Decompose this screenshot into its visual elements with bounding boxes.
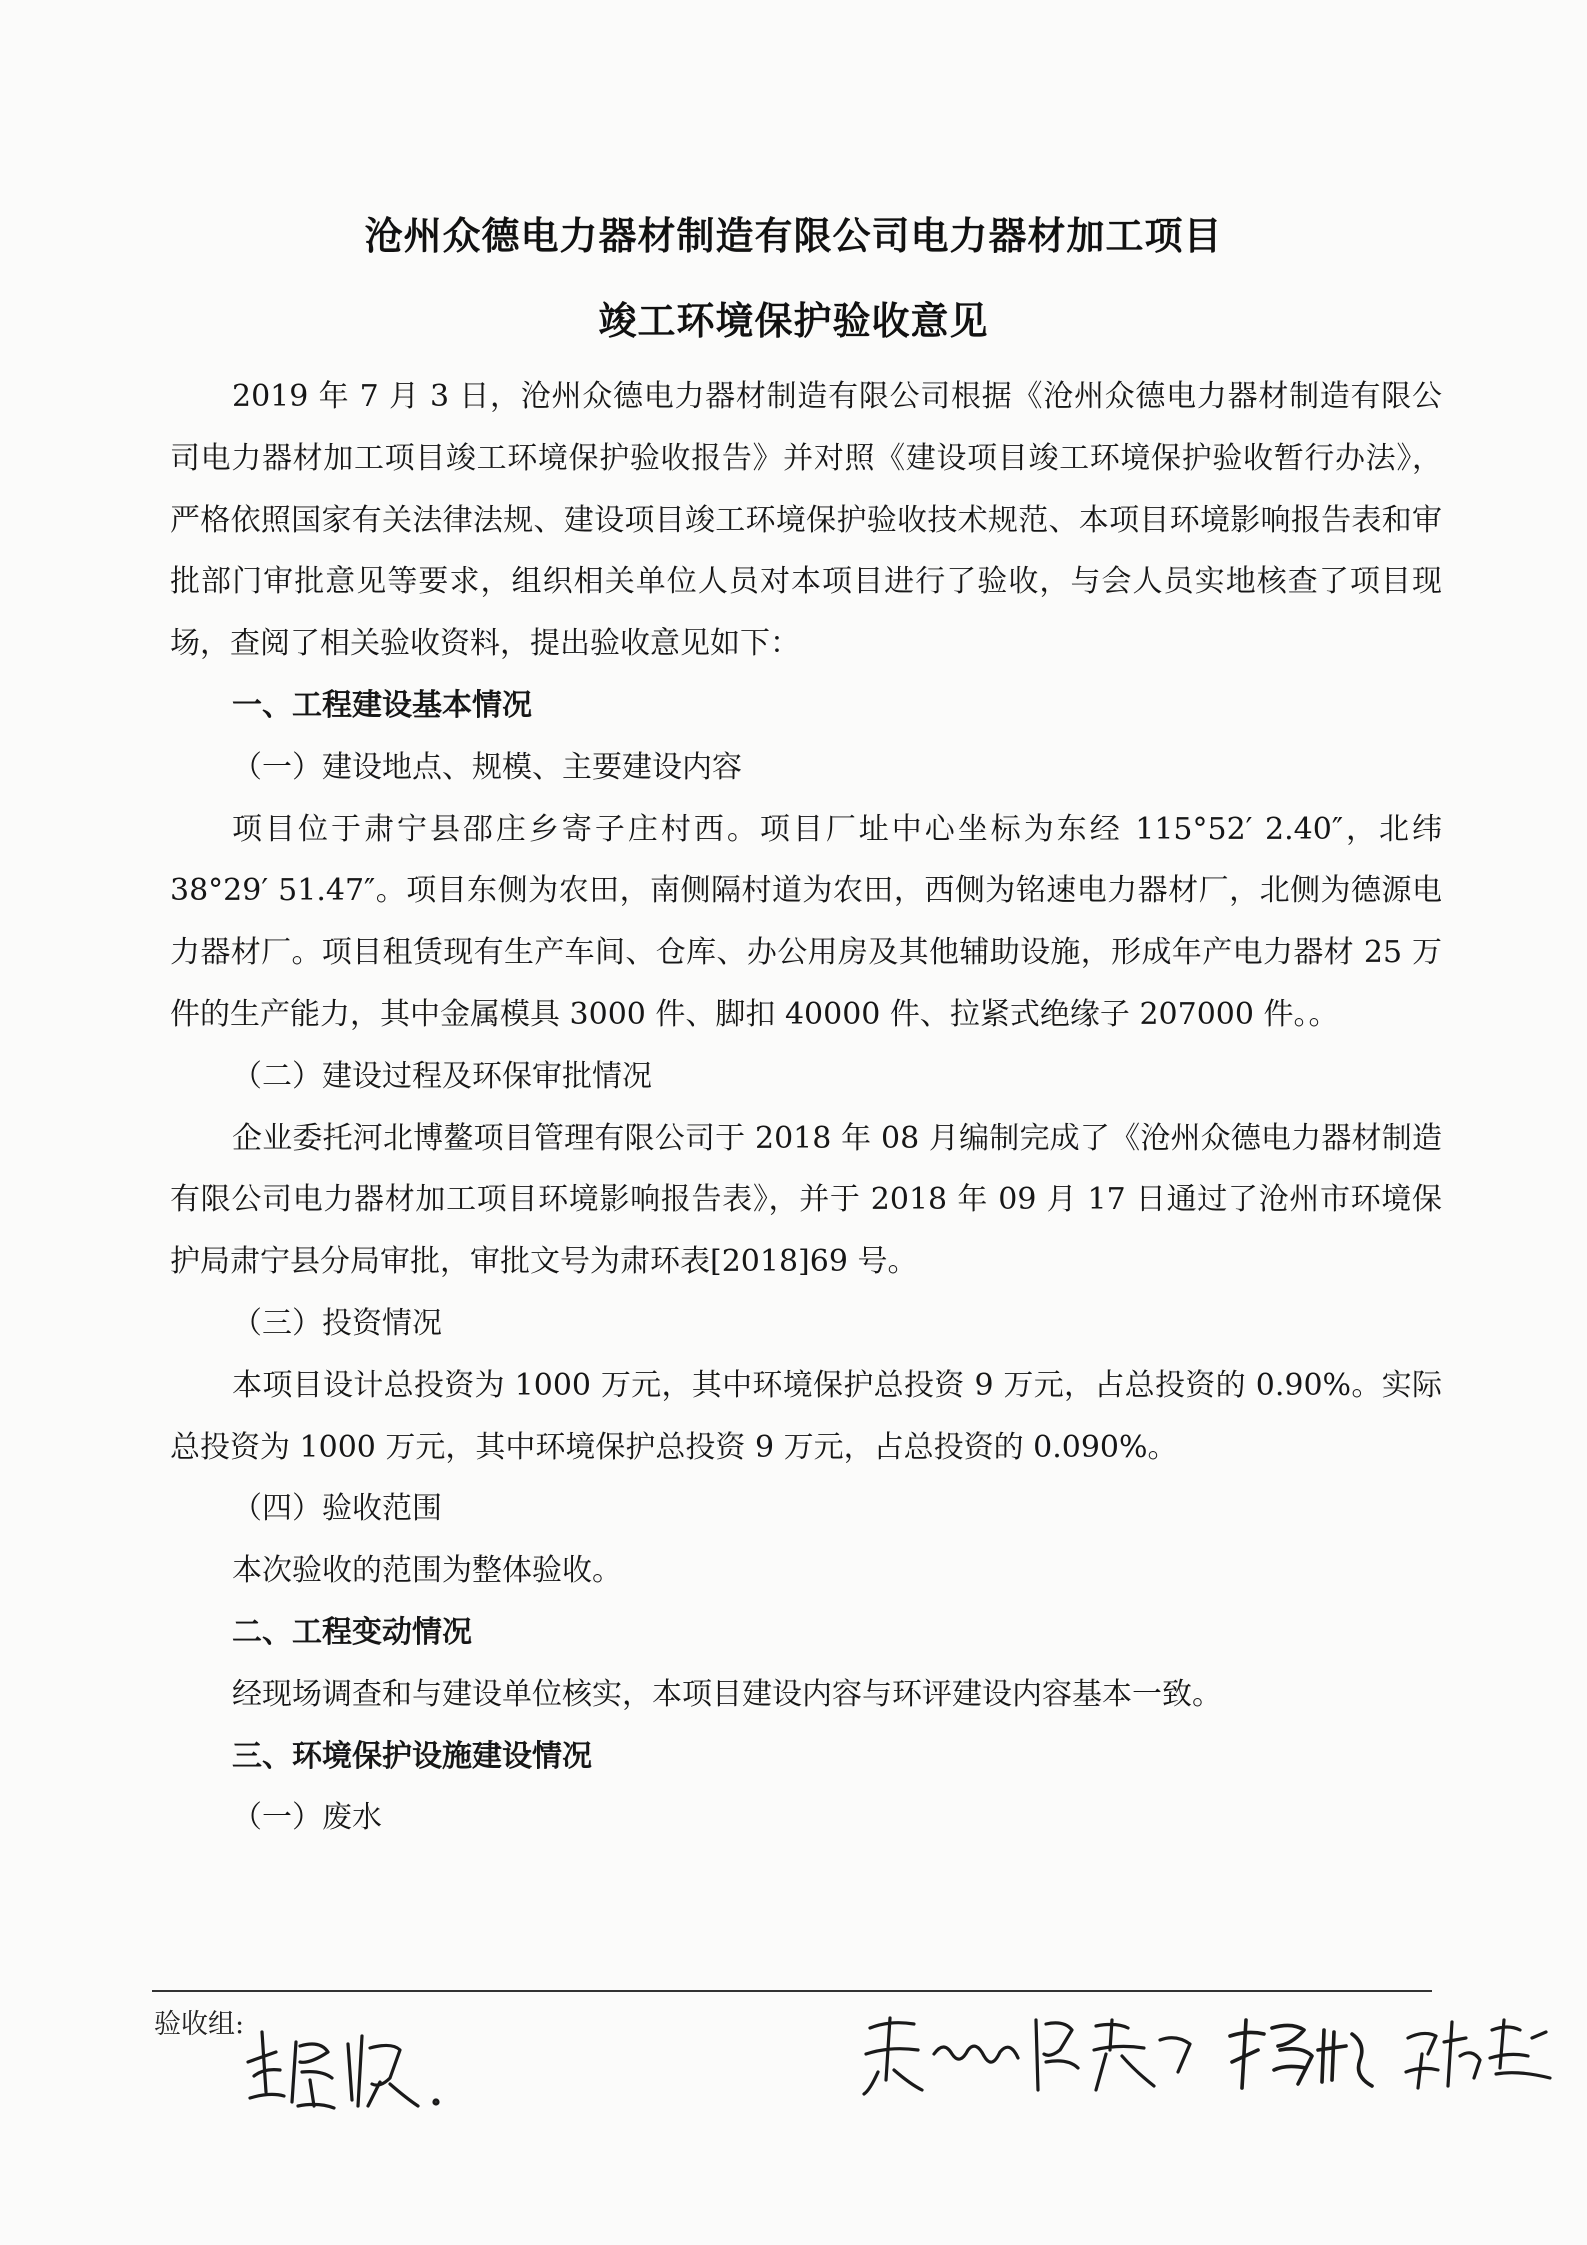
signature-sun-kai (1400, 2008, 1560, 2092)
subsection-heading: （一）建设地点、规模、主要建设内容 (232, 749, 742, 785)
section-heading-3: 三、环境保护设施建设情况 (232, 1738, 592, 1774)
subsection-heading: （二）建设过程及环保审批情况 (232, 1058, 652, 1094)
document-subtitle: 竣工环境保护验收意见 (598, 299, 989, 343)
signature-li-baoshun (240, 2022, 450, 2112)
location-paragraph: 项目位于肃宁县邵庄乡寄子庄村西。项目厂址中心坐标为东经 115°52′ 2.40″，北纬 38°29′ 51.47″。项目东侧为农田，南侧隔村道为农田，西侧为铭速电力器材厂，北侧为德源电力器材厂。项目租赁现有生产车间、仓库、办公用房及其他辅助设施，形成年产电力器材 25 万件的生产能力，其中金属模具 3000 件、脚扣 40000 件、拉紧式绝缘子 207000 件。。 (170, 811, 1442, 1032)
intro-paragraph: 2019 年 7 月 3 日，沧州众德电力器材制造有限公司根据《沧州众德电力器材制造有限公司电力器材加工项目竣工环境保护验收报告》并对照《建设项目竣工环境保护验收暂行办法》，严格依照国家有关法律法规、建设项目竣工环境保护验收技术规范、本项目环境影响报告表和审批部门审批意见等要求，组织相关单位人员对本项目进行了验收，与会人员实地核查了项目现场，查阅了相关验收资料，提出验收意见如下： (170, 379, 1442, 662)
signature-yang-bin (1222, 2010, 1392, 2094)
signature-label: 验收组: (154, 2009, 245, 2040)
subsection-heading: （三）投资情况 (232, 1305, 442, 1341)
subsection-heading: （四）验收范围 (232, 1491, 442, 1527)
document-body (170, 366, 1442, 1849)
investment-paragraph: 本项目设计总投资为 1000 万元，其中环境保护总投资 9 万元，占总投资的 0.90%。实际总投资为 1000 万元，其中环境保护总投资 9 万元，占总投资的 0.090%。 (170, 1367, 1442, 1465)
signature-divider (152, 1990, 1432, 1992)
signature-zhu-ming-wu-wei (860, 2010, 1200, 2100)
document-title: 沧州众德电力器材制造有限公司电力器材加工项目 (364, 214, 1223, 258)
changes-paragraph: 经现场调查和与建设单位核实，本项目建设内容与环评建设内容基本一致。 (232, 1676, 1222, 1712)
section-heading-2: 二、工程变动情况 (232, 1614, 472, 1650)
approval-paragraph: 企业委托河北博鳌项目管理有限公司于 2018 年 08 月编制完成了《沧州众德电力器材制造有限公司电力器材加工项目环境影响报告表》，并于 2018 年 09 月 17 日通过了沧州市环境保护局肃宁县分局审批，审批文号为肃环表[2018]69 号。 (170, 1120, 1442, 1280)
scope-paragraph: 本次验收的范围为整体验收。 (232, 1553, 622, 1589)
section-heading-1: 一、工程建设基本情况 (232, 687, 532, 723)
subsection-heading: （一）废水 (232, 1800, 382, 1836)
